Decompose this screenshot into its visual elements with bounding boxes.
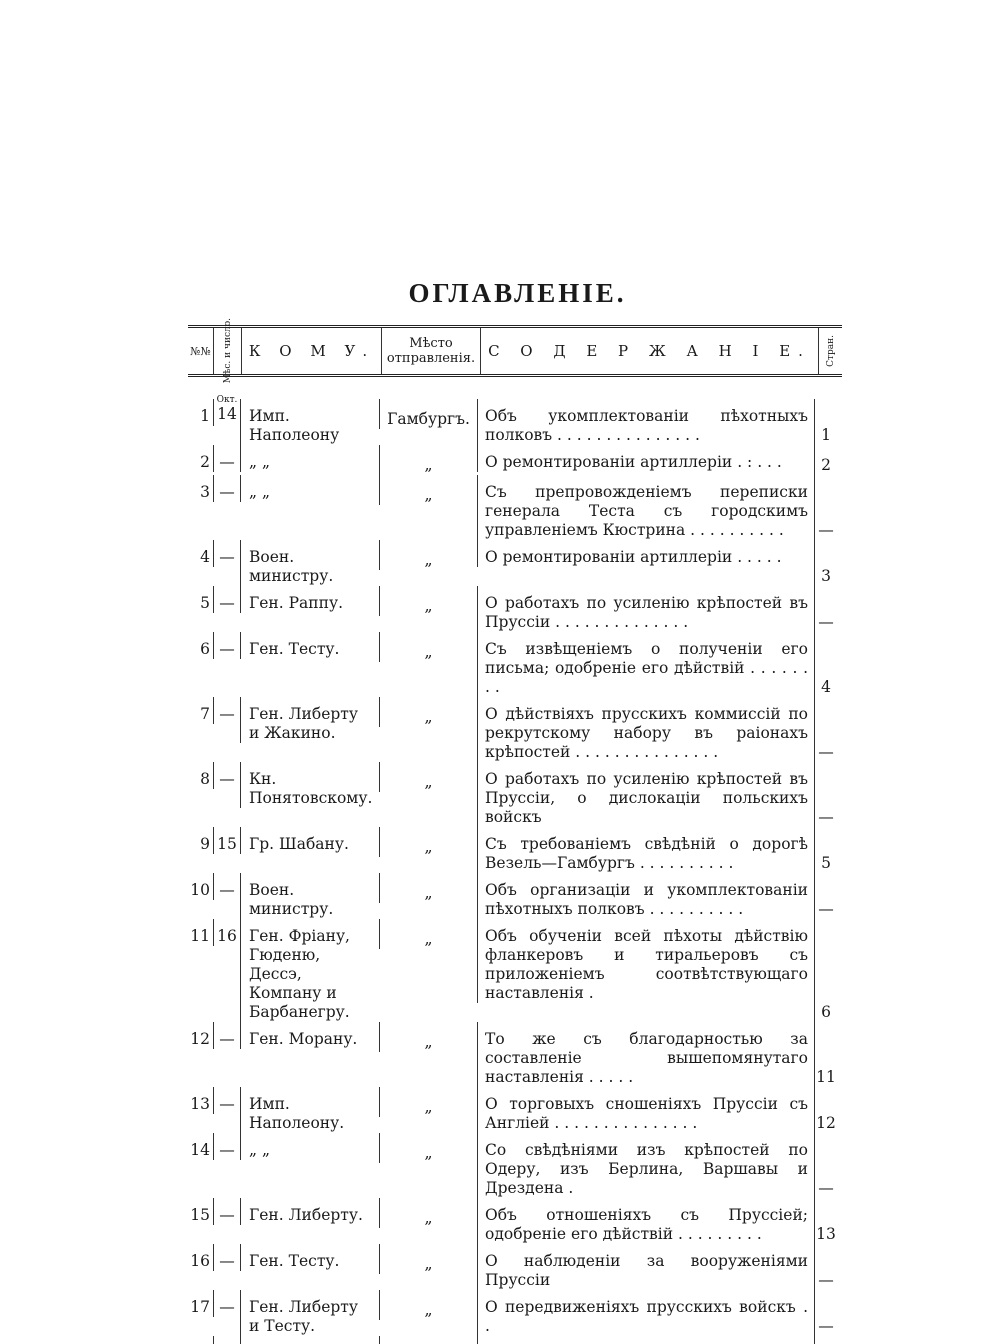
table-row <box>188 1030 842 1087</box>
row-spacer <box>188 762 842 770</box>
row-number: 9 <box>200 835 210 853</box>
header-content: С О Д Е Р Ж А Н І Е. <box>480 328 818 374</box>
row-number: 7 <box>200 705 210 723</box>
row-day: — <box>219 548 235 566</box>
row-content: Съ препровожденіемъ переписки генерала Теста съ городскимъ управленіемъ Кюстрина . . . . . . . . . . <box>477 483 814 540</box>
row-recipient: Воен. министру. <box>240 881 379 919</box>
row-page: 12 <box>814 1095 837 1133</box>
header-place: Мѣсто отправленія. <box>381 328 480 374</box>
row-date <box>213 1252 240 1271</box>
row-place: „ <box>379 1252 477 1274</box>
row-place: „ <box>379 594 477 616</box>
row-number: 4 <box>200 548 210 566</box>
row-page: — <box>814 483 837 540</box>
row-content: Съ требованіемъ свѣдѣній о дорогѣ Везель—Гамбургъ . . . . . . . . . . <box>477 835 814 873</box>
row-month: Окт. <box>216 395 238 405</box>
row-spacer <box>188 540 842 548</box>
row-place: „ <box>379 548 477 570</box>
row-date <box>213 395 240 426</box>
row-date <box>213 1298 240 1317</box>
row-spacer <box>188 1198 842 1206</box>
table-row <box>188 483 842 540</box>
row-place: „ <box>379 835 477 857</box>
row-spacer <box>188 586 842 594</box>
row-recipient: Ген. Либерту и Тесту. <box>240 1298 379 1336</box>
row-page: 11 <box>814 1030 837 1087</box>
row-number: 2 <box>200 453 210 471</box>
row-content: Объ обученіи всей пѣхоты дѣйствію фланкеровъ и тиральеровъ съ приложеніемъ соотвѣтствующаго наставленія . <box>477 927 814 1003</box>
row-place: Гамбургъ. <box>379 407 477 429</box>
row-spacer <box>188 919 842 927</box>
row-number: 13 <box>190 1095 210 1113</box>
row-day: — <box>219 705 235 723</box>
row-content: О наблюденіи за вооруженіями Пруссіи <box>477 1252 814 1290</box>
row-content: О работахъ по усиленію крѣпостей въ Пруссіи . . . . . . . . . . . . . . <box>477 594 814 632</box>
row-place: „ <box>379 705 477 727</box>
row-day: — <box>219 483 235 501</box>
table-header <box>188 318 842 384</box>
table-row <box>188 1298 842 1336</box>
table-row <box>188 1252 842 1290</box>
row-number: 8 <box>200 770 210 788</box>
table-body <box>188 377 842 1344</box>
row-day: — <box>219 1206 235 1224</box>
table-row <box>188 453 842 475</box>
row-page: — <box>814 881 837 919</box>
row-content: О ремонтированіи артиллеріи . . . . . <box>477 548 814 567</box>
row-content: Объ отношеніяхъ съ Пруссіей; одобреніе его дѣйствій . . . . . . . . . <box>477 1206 814 1244</box>
row-spacer <box>188 1133 842 1141</box>
row-page: 3 <box>814 548 837 586</box>
table-row <box>188 927 842 1022</box>
table-row <box>188 1095 842 1133</box>
table-row <box>188 881 842 919</box>
table-row <box>188 640 842 697</box>
row-recipient: Имп. Наполеону <box>240 407 379 445</box>
row-date <box>213 770 240 789</box>
row-page: 1 <box>814 407 837 445</box>
row-recipient: Воен. министру. <box>240 548 379 586</box>
row-page: — <box>814 770 837 827</box>
row-page: — <box>814 1298 837 1336</box>
row-day: 15 <box>217 835 237 853</box>
row-recipient: Имп. Наполеону. <box>240 1095 379 1133</box>
row-number: 15 <box>190 1206 210 1224</box>
header-num: №№ <box>190 344 211 358</box>
row-place: „ <box>379 927 477 949</box>
row-place: „ <box>379 881 477 903</box>
row-page: 2 <box>814 453 837 475</box>
row-number: 11 <box>190 927 210 945</box>
row-content: О работахъ по усиленію крѣпостей въ Пруссіи, о дислокаціи польскихъ войскъ <box>477 770 814 827</box>
row-spacer <box>188 399 842 407</box>
row-spacer <box>188 1244 842 1252</box>
row-number: 5 <box>200 594 210 612</box>
row-recipient: Ген. Фріану, Гюденю, Дессэ, Компану и Барбанегру. <box>240 927 379 1022</box>
row-place: „ <box>379 1298 477 1320</box>
header-page: Стран. <box>825 335 836 367</box>
table-row <box>188 1206 842 1244</box>
row-page: — <box>814 1141 837 1198</box>
row-number: 10 <box>190 881 210 899</box>
row-date <box>213 1206 240 1225</box>
row-recipient: Ген. Тесту. <box>240 1252 379 1271</box>
row-day: 16 <box>217 927 237 945</box>
row-number: 14 <box>190 1141 210 1159</box>
row-day: — <box>219 1298 235 1316</box>
row-content: Объ укомплектованіи пѣхотныхъ полковъ . . . . . . . . . . . . . . . <box>477 407 814 445</box>
row-spacer <box>188 1087 842 1095</box>
row-day: — <box>219 881 235 899</box>
row-number: 6 <box>200 640 210 658</box>
row-day: — <box>219 1030 235 1048</box>
row-spacer <box>188 827 842 835</box>
row-number: 12 <box>190 1030 210 1048</box>
row-recipient: „ „ <box>240 1141 379 1160</box>
row-date <box>213 483 240 502</box>
row-place: „ <box>379 483 477 505</box>
row-spacer <box>188 475 842 483</box>
row-content: То же съ благодарностью за составленіе вышепомянутаго наставленія . . . . . <box>477 1030 814 1087</box>
row-content: Съ извѣщеніемъ о полученіи его письма; одобреніе его дѣйствій . . . . . . . . <box>477 640 814 697</box>
table-row <box>188 770 842 827</box>
row-place: „ <box>379 1095 477 1117</box>
row-day: 14 <box>217 405 237 423</box>
row-date <box>213 594 240 613</box>
row-day: — <box>219 1141 235 1159</box>
row-page: — <box>814 594 837 632</box>
row-page: 6 <box>814 927 837 1022</box>
row-recipient: Ген. Морану. <box>240 1030 379 1049</box>
row-date <box>213 881 240 900</box>
header-date: Мѣс. и число. <box>222 318 233 384</box>
row-day: — <box>219 1095 235 1113</box>
row-spacer <box>188 697 842 705</box>
row-recipient: Ген. Раппу. <box>240 594 379 613</box>
row-recipient: „ „ <box>240 453 379 472</box>
row-day: — <box>219 770 235 788</box>
row-date <box>213 453 240 472</box>
row-page: 5 <box>814 835 837 873</box>
row-content: О ремонтированіи артиллеріи . : . . . <box>477 453 814 472</box>
row-spacer <box>188 873 842 881</box>
row-number: 17 <box>190 1298 210 1316</box>
row-date <box>213 1141 240 1160</box>
row-page: — <box>814 705 837 762</box>
row-content: Объ организаціи и укомплектованіи пѣхотныхъ полковъ . . . . . . . . . . <box>477 881 814 919</box>
header-date-cell <box>213 318 241 384</box>
row-number: 3 <box>200 483 210 501</box>
row-spacer <box>188 445 842 453</box>
row-date <box>213 1030 240 1049</box>
row-day: — <box>219 453 235 471</box>
row-page: 4 <box>814 640 837 697</box>
row-day: — <box>219 1252 235 1270</box>
row-place: „ <box>379 1030 477 1052</box>
row-spacer <box>188 1022 842 1030</box>
table-row <box>188 835 842 873</box>
row-content: О дѣйствіяхъ прусскихъ коммиссій по рекрутскому набору въ раіонахъ крѣпостей . . . . . . . . . . . . . . . <box>477 705 814 762</box>
page-title: ОГЛАВЛЕНІЕ. <box>408 278 627 308</box>
row-date <box>213 705 240 724</box>
table-row <box>188 395 842 445</box>
row-number: 16 <box>190 1252 210 1270</box>
row-date <box>213 1095 240 1114</box>
row-content: Со свѣдѣніями изъ крѣпостей по Одеру, изъ Берлина, Варшавы и Дрездена . <box>477 1141 814 1198</box>
row-place: „ <box>379 640 477 662</box>
table-row <box>188 1141 842 1198</box>
row-recipient: „ „ <box>240 483 379 502</box>
row-day: — <box>219 594 235 612</box>
header-page-cell <box>818 328 842 374</box>
row-spacer <box>188 1336 842 1344</box>
table-row <box>188 705 842 762</box>
row-date <box>213 640 240 659</box>
table-row <box>188 594 842 632</box>
row-date <box>213 927 240 946</box>
row-recipient: Ген. Либерту. <box>240 1206 379 1225</box>
row-page: 13 <box>814 1206 837 1244</box>
row-page: — <box>814 1252 837 1290</box>
table-row <box>188 548 842 586</box>
row-date <box>213 548 240 567</box>
row-content: О торговыхъ сношеніяхъ Пруссіи съ Англіей . . . . . . . . . . . . . . . <box>477 1095 814 1133</box>
row-date <box>213 835 240 854</box>
row-place: „ <box>379 1206 477 1228</box>
row-spacer <box>188 1290 842 1298</box>
header-to: К О М У. <box>241 328 381 374</box>
row-content: О передвиженіяхъ прусскихъ войскъ . . <box>477 1298 814 1336</box>
row-recipient: Гр. Шабану. <box>240 835 379 854</box>
row-place: „ <box>379 453 477 475</box>
row-recipient: Ген. Тесту. <box>240 640 379 659</box>
row-place: „ <box>379 1141 477 1163</box>
row-spacer <box>188 632 842 640</box>
row-day: — <box>219 640 235 658</box>
row-number: 1 <box>200 407 210 425</box>
row-recipient: Кн. Понятовскому. <box>240 770 379 808</box>
row-place: „ <box>379 770 477 792</box>
row-recipient: Ген. Либерту и Жакино. <box>240 705 379 743</box>
toc-table <box>188 318 842 1344</box>
